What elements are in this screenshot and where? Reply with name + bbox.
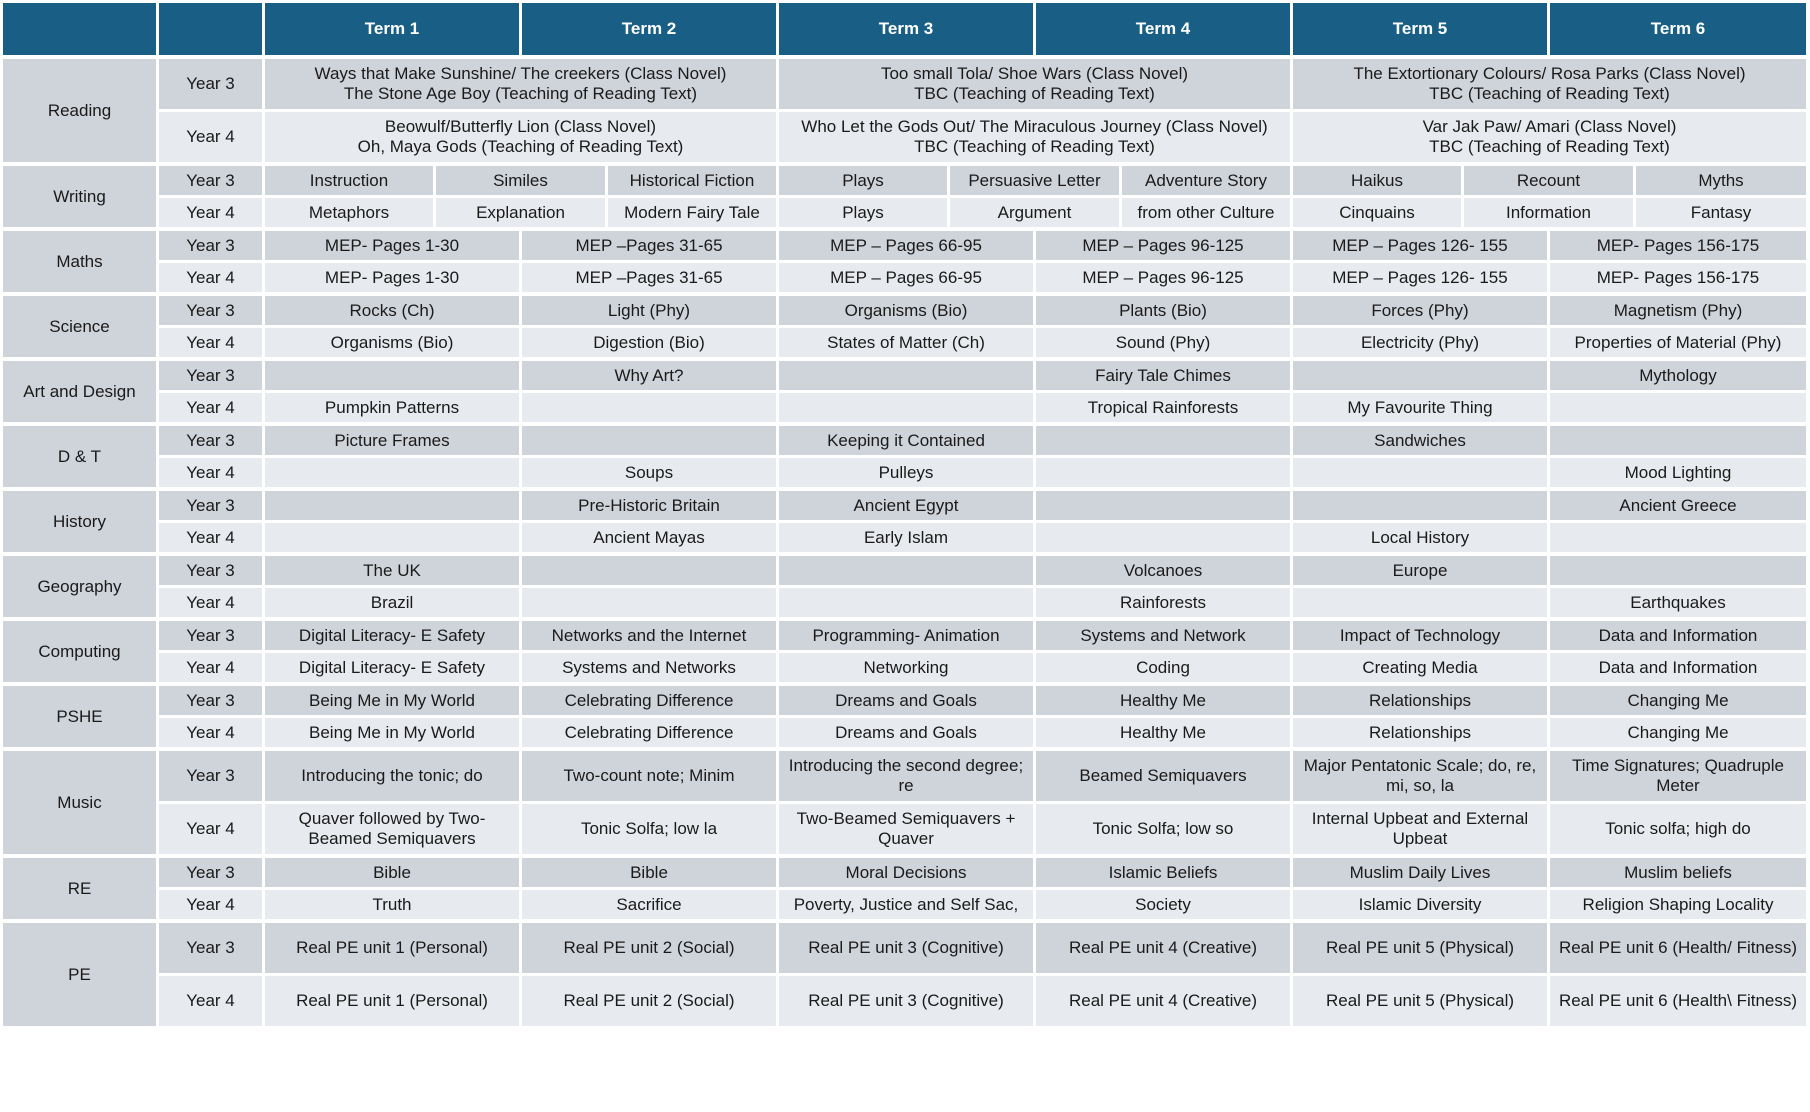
term-cell: Relationships	[1292, 684, 1549, 717]
table-row	[2, 803, 1808, 857]
term-cell: Pumpkin Patterns	[264, 392, 521, 425]
reading-novel: Too small Tola/ Shoe Wars (Class Novel)	[880, 64, 1189, 83]
table-row	[2, 392, 1808, 425]
year-label: Year 4	[158, 889, 264, 922]
term-cell: Data and Information	[1549, 619, 1808, 652]
term-cell: Picture Frames	[264, 424, 521, 457]
year-label: Year 3	[158, 359, 264, 392]
term-cell	[1292, 489, 1549, 522]
term-cell	[1035, 424, 1292, 457]
term-cell	[1035, 522, 1292, 555]
term-cell: Plants (Bio)	[1035, 294, 1292, 327]
term-cell: Pulleys	[778, 457, 1035, 490]
term-cell: MEP- Pages 156-175	[1549, 262, 1808, 295]
table-row	[2, 554, 1808, 587]
term-cell: Data and Information	[1549, 652, 1808, 685]
term-cell: Local History	[1292, 522, 1549, 555]
table-row	[2, 359, 1808, 392]
term-cell: MEP- Pages 1-30	[264, 262, 521, 295]
subject-label: RE	[2, 856, 158, 921]
term-cell: Bible	[264, 856, 521, 889]
writing-unit: from other Culture	[1121, 197, 1292, 230]
year-label: Year 3	[158, 57, 264, 111]
subject-label: Science	[2, 294, 158, 359]
subject-label: Maths	[2, 229, 158, 294]
term-cell: Introducing the tonic; do	[264, 749, 521, 803]
table-row	[2, 889, 1808, 922]
term-cell: Rocks (Ch)	[264, 294, 521, 327]
term-cell	[264, 522, 521, 555]
reading-cell	[1292, 57, 1808, 111]
reading-novel: The Extortionary Colours/ Rosa Parks (Class Novel)	[1353, 64, 1746, 83]
reading-text: TBC (Teaching of Reading Text)	[914, 84, 1155, 103]
term-cell	[1292, 457, 1549, 490]
term-cell	[264, 489, 521, 522]
term-cell: MEP – Pages 96-125	[1035, 262, 1292, 295]
year-label: Year 3	[158, 489, 264, 522]
term-cell	[1035, 457, 1292, 490]
term-cell: Bible	[521, 856, 778, 889]
writing-unit: Argument	[949, 197, 1121, 230]
term-cell: Systems and Network	[1035, 619, 1292, 652]
term-cell: Light (Phy)	[521, 294, 778, 327]
term-cell: Two-Beamed Semiquavers + Quaver	[778, 803, 1035, 857]
table-row	[2, 684, 1808, 717]
table-row	[2, 975, 1808, 1028]
writing-unit: Metaphors	[264, 197, 435, 230]
term-cell: Real PE unit 1 (Personal)	[264, 975, 521, 1028]
term-cell: Creating Media	[1292, 652, 1549, 685]
term-cell: Rainforests	[1035, 587, 1292, 620]
term-cell: Society	[1035, 889, 1292, 922]
term-cell: Quaver followed by Two-Beamed Semiquavers	[264, 803, 521, 857]
year-label: Year 4	[158, 111, 264, 165]
writing-unit: Information	[1463, 197, 1635, 230]
term-cell: Digital Literacy- E Safety	[264, 652, 521, 685]
subject-label: Geography	[2, 554, 158, 619]
term-cell: Mood Lighting	[1549, 457, 1808, 490]
term-cell	[1549, 392, 1808, 425]
term-cell: Tonic Solfa; low so	[1035, 803, 1292, 857]
term-cell: Networking	[778, 652, 1035, 685]
term-cell: Organisms (Bio)	[264, 327, 521, 360]
subject-label: PE	[2, 921, 158, 1028]
year-label: Year 4	[158, 327, 264, 360]
term-cell: Networks and the Internet	[521, 619, 778, 652]
table-row	[2, 111, 1808, 165]
term-cell: Real PE unit 6 (Health\ Fitness)	[1549, 975, 1808, 1028]
table-row	[2, 327, 1808, 360]
table-row	[2, 921, 1808, 975]
term-cell: Tropical Rainforests	[1035, 392, 1292, 425]
table-row	[2, 262, 1808, 295]
table-row	[2, 294, 1808, 327]
year-label: Year 3	[158, 856, 264, 889]
term-cell: Poverty, Justice and Self Sac,	[778, 889, 1035, 922]
writing-unit: Recount	[1463, 164, 1635, 197]
term-cell: Tonic solfa; high do	[1549, 803, 1808, 857]
reading-novel: Beowulf/Butterfly Lion (Class Novel)	[384, 117, 657, 136]
term-cell	[1549, 424, 1808, 457]
year-label: Year 4	[158, 803, 264, 857]
subject-label: D & T	[2, 424, 158, 489]
header-term-2: Term 2	[521, 2, 778, 58]
table-row	[2, 522, 1808, 555]
term-cell: Real PE unit 5 (Physical)	[1292, 975, 1549, 1028]
header-year-spacer	[158, 2, 264, 58]
table-row	[2, 619, 1808, 652]
term-cell	[1549, 522, 1808, 555]
term-cell: Real PE unit 3 (Cognitive)	[778, 921, 1035, 975]
term-cell: MEP- Pages 1-30	[264, 229, 521, 262]
table-row	[2, 197, 1808, 230]
year-label: Year 3	[158, 164, 264, 197]
term-cell: Changing Me	[1549, 684, 1808, 717]
table-row	[2, 587, 1808, 620]
term-cell	[264, 359, 521, 392]
term-cell	[778, 392, 1035, 425]
header-term-6: Term 6	[1549, 2, 1808, 58]
term-cell: Real PE unit 6 (Health/ Fitness)	[1549, 921, 1808, 975]
term-cell: Real PE unit 2 (Social)	[521, 921, 778, 975]
writing-unit: Adventure Story	[1121, 164, 1292, 197]
table-row	[2, 164, 1808, 197]
subject-label: Art and Design	[2, 359, 158, 424]
term-cell: Early Islam	[778, 522, 1035, 555]
year-label: Year 4	[158, 262, 264, 295]
year-label: Year 4	[158, 457, 264, 490]
term-cell: Real PE unit 5 (Physical)	[1292, 921, 1549, 975]
header-corner	[2, 2, 158, 58]
reading-novel: Var Jak Paw/ Amari (Class Novel)	[1422, 117, 1677, 136]
term-cell: MEP – Pages 126- 155	[1292, 262, 1549, 295]
term-cell: Real PE unit 2 (Social)	[521, 975, 778, 1028]
term-cell: Digital Literacy- E Safety	[264, 619, 521, 652]
header-row	[2, 2, 1808, 58]
reading-cell	[778, 57, 1292, 111]
term-cell: Earthquakes	[1549, 587, 1808, 620]
subject-label: Computing	[2, 619, 158, 684]
year-label: Year 4	[158, 587, 264, 620]
term-cell: Healthy Me	[1035, 717, 1292, 750]
year-label: Year 3	[158, 294, 264, 327]
term-cell	[521, 392, 778, 425]
table-row	[2, 749, 1808, 803]
year-label: Year 4	[158, 522, 264, 555]
year-label: Year 4	[158, 392, 264, 425]
header-term-5: Term 5	[1292, 2, 1549, 58]
subject-label: Writing	[2, 164, 158, 229]
term-cell: Organisms (Bio)	[778, 294, 1035, 327]
term-cell: Electricity (Phy)	[1292, 327, 1549, 360]
reading-text: Oh, Maya Gods (Teaching of Reading Text)	[357, 137, 684, 156]
writing-unit: Explanation	[435, 197, 607, 230]
year-label: Year 3	[158, 921, 264, 975]
term-cell: Brazil	[264, 587, 521, 620]
term-cell: Healthy Me	[1035, 684, 1292, 717]
term-cell	[521, 554, 778, 587]
term-cell	[264, 457, 521, 490]
writing-unit: Persuasive Letter	[949, 164, 1121, 197]
term-cell: Muslim beliefs	[1549, 856, 1808, 889]
term-cell	[521, 424, 778, 457]
reading-text: TBC (Teaching of Reading Text)	[914, 137, 1155, 156]
subject-label: History	[2, 489, 158, 554]
table-row	[2, 457, 1808, 490]
term-cell: Real PE unit 3 (Cognitive)	[778, 975, 1035, 1028]
reading-cell	[264, 111, 778, 165]
writing-unit: Modern Fairy Tale	[607, 197, 778, 230]
year-label: Year 3	[158, 684, 264, 717]
year-label: Year 3	[158, 749, 264, 803]
header-term-1: Term 1	[264, 2, 521, 58]
term-cell: Being Me in My World	[264, 717, 521, 750]
term-cell	[1292, 587, 1549, 620]
term-cell: The UK	[264, 554, 521, 587]
term-cell: Islamic Diversity	[1292, 889, 1549, 922]
term-cell: Mythology	[1549, 359, 1808, 392]
year-label: Year 3	[158, 424, 264, 457]
term-cell	[778, 587, 1035, 620]
term-cell: Religion Shaping Locality	[1549, 889, 1808, 922]
term-cell: Systems and Networks	[521, 652, 778, 685]
year-label: Year 4	[158, 717, 264, 750]
year-label: Year 4	[158, 652, 264, 685]
term-cell: Ancient Egypt	[778, 489, 1035, 522]
term-cell: My Favourite Thing	[1292, 392, 1549, 425]
term-cell: MEP – Pages 66-95	[778, 229, 1035, 262]
table-row	[2, 856, 1808, 889]
reading-novel: Ways that Make Sunshine/ The creekers (Class Novel)	[314, 64, 727, 83]
term-cell: Sacrifice	[521, 889, 778, 922]
term-cell: Introducing the second degree; re	[778, 749, 1035, 803]
year-label: Year 3	[158, 554, 264, 587]
writing-unit: Historical Fiction	[607, 164, 778, 197]
year-label: Year 3	[158, 619, 264, 652]
term-cell: Real PE unit 4 (Creative)	[1035, 921, 1292, 975]
header-term-3: Term 3	[778, 2, 1035, 58]
term-cell: Pre-Historic Britain	[521, 489, 778, 522]
term-cell: Sandwiches	[1292, 424, 1549, 457]
subject-label: PSHE	[2, 684, 158, 749]
writing-unit: Plays	[778, 197, 949, 230]
term-cell: Celebrating Difference	[521, 684, 778, 717]
term-cell: Major Pentatonic Scale; do, re, mi, so, la	[1292, 749, 1549, 803]
term-cell: MEP – Pages 96-125	[1035, 229, 1292, 262]
term-cell: MEP – Pages 66-95	[778, 262, 1035, 295]
reading-cell	[264, 57, 778, 111]
term-cell: Beamed Semiquavers	[1035, 749, 1292, 803]
term-cell: Muslim Daily Lives	[1292, 856, 1549, 889]
term-cell: Real PE unit 1 (Personal)	[264, 921, 521, 975]
term-cell	[1292, 359, 1549, 392]
term-cell: Programming- Animation	[778, 619, 1035, 652]
term-cell	[521, 587, 778, 620]
term-cell: Relationships	[1292, 717, 1549, 750]
term-cell: Volcanoes	[1035, 554, 1292, 587]
term-cell: Time Signatures; Quadruple Meter	[1549, 749, 1808, 803]
term-cell: MEP –Pages 31-65	[521, 229, 778, 262]
term-cell: Truth	[264, 889, 521, 922]
term-cell: MEP- Pages 156-175	[1549, 229, 1808, 262]
term-cell: Forces (Phy)	[1292, 294, 1549, 327]
term-cell: Keeping it Contained	[778, 424, 1035, 457]
writing-unit: Instruction	[264, 164, 435, 197]
year-label: Year 3	[158, 229, 264, 262]
table-row	[2, 424, 1808, 457]
term-cell: Ancient Mayas	[521, 522, 778, 555]
term-cell: Soups	[521, 457, 778, 490]
reading-text: TBC (Teaching of Reading Text)	[1429, 84, 1670, 103]
table-row	[2, 652, 1808, 685]
subject-label: Reading	[2, 57, 158, 164]
table-row	[2, 229, 1808, 262]
term-cell: Being Me in My World	[264, 684, 521, 717]
reading-text: TBC (Teaching of Reading Text)	[1429, 137, 1670, 156]
term-cell: Celebrating Difference	[521, 717, 778, 750]
writing-unit: Myths	[1635, 164, 1808, 197]
term-cell: Sound (Phy)	[1035, 327, 1292, 360]
year-label: Year 4	[158, 975, 264, 1028]
reading-text: The Stone Age Boy (Teaching of Reading Text)	[343, 84, 698, 103]
term-cell: Fairy Tale Chimes	[1035, 359, 1292, 392]
term-cell: MEP – Pages 126- 155	[1292, 229, 1549, 262]
term-cell: Tonic Solfa; low la	[521, 803, 778, 857]
reading-novel: Who Let the Gods Out/ The Miraculous Journey (Class Novel)	[801, 117, 1268, 136]
term-cell: Why Art?	[521, 359, 778, 392]
term-cell: Impact of Technology	[1292, 619, 1549, 652]
term-cell: Digestion (Bio)	[521, 327, 778, 360]
term-cell: Changing Me	[1549, 717, 1808, 750]
term-cell	[778, 359, 1035, 392]
reading-cell	[1292, 111, 1808, 165]
term-cell	[1549, 554, 1808, 587]
table-row	[2, 717, 1808, 750]
writing-unit: Plays	[778, 164, 949, 197]
term-cell: Properties of Material (Phy)	[1549, 327, 1808, 360]
term-cell: Coding	[1035, 652, 1292, 685]
term-cell	[778, 554, 1035, 587]
term-cell: MEP –Pages 31-65	[521, 262, 778, 295]
year-label: Year 4	[158, 197, 264, 230]
table-row	[2, 57, 1808, 111]
term-cell: Europe	[1292, 554, 1549, 587]
table-row	[2, 489, 1808, 522]
term-cell	[1035, 489, 1292, 522]
term-cell: Islamic Beliefs	[1035, 856, 1292, 889]
writing-unit: Haikus	[1292, 164, 1463, 197]
subject-label: Music	[2, 749, 158, 856]
writing-unit: Similes	[435, 164, 607, 197]
reading-cell	[778, 111, 1292, 165]
header-term-4: Term 4	[1035, 2, 1292, 58]
writing-unit: Fantasy	[1635, 197, 1808, 230]
term-cell: Dreams and Goals	[778, 717, 1035, 750]
term-cell: Moral Decisions	[778, 856, 1035, 889]
term-cell: States of Matter (Ch)	[778, 327, 1035, 360]
term-cell: Two-count note; Minim	[521, 749, 778, 803]
term-cell: Internal Upbeat and External Upbeat	[1292, 803, 1549, 857]
term-cell: Ancient Greece	[1549, 489, 1808, 522]
term-cell: Magnetism (Phy)	[1549, 294, 1808, 327]
term-cell: Dreams and Goals	[778, 684, 1035, 717]
writing-unit: Cinquains	[1292, 197, 1463, 230]
term-cell: Real PE unit 4 (Creative)	[1035, 975, 1292, 1028]
